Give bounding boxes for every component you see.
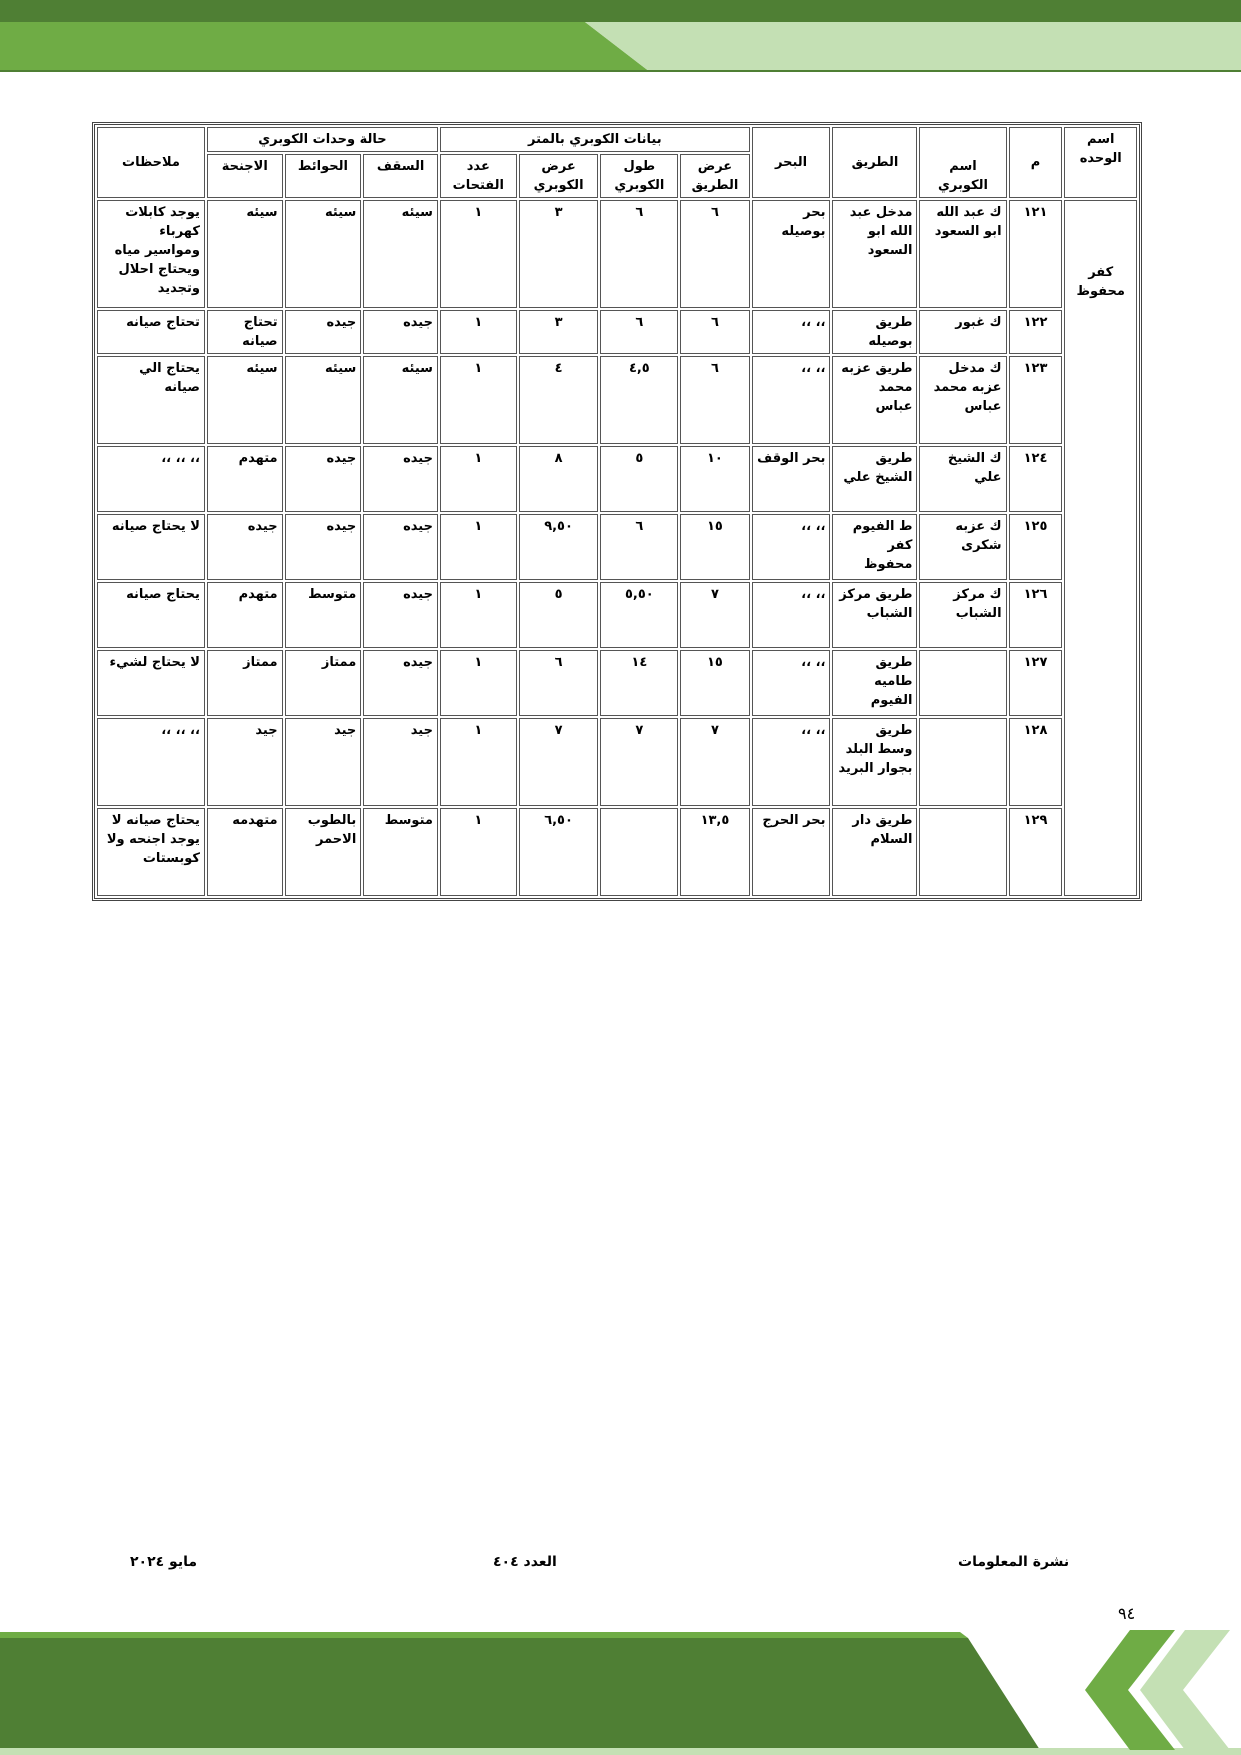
cell-wings: متهدمه (207, 808, 283, 896)
cell-canal: ،، ،، (752, 650, 831, 716)
header-bridge-name: اسم الكوبري (919, 127, 1006, 198)
cell-bridge-name: ك الشيخ علي (919, 446, 1006, 512)
cell-wings: جيده (207, 514, 283, 580)
cell-num: ١٢٥ (1009, 514, 1063, 580)
header-road-width: عرض الطريق (680, 154, 749, 198)
cell-openings: ١ (440, 514, 517, 580)
table-row (97, 514, 1137, 580)
cell-num: ١٢٣ (1009, 356, 1063, 444)
cell-roof: متوسط (363, 808, 438, 896)
header-road: الطريق (832, 127, 917, 198)
cell-roof: جيده (363, 514, 438, 580)
cell-road-width: ٦ (680, 356, 749, 444)
cell-road: طريق وسط البلد بجوار البريد (832, 718, 917, 806)
bridges-table (92, 122, 1142, 901)
cell-road-width: ١٠ (680, 446, 749, 512)
cell-wings: جيد (207, 718, 283, 806)
cell-bridge-length: ٥,٥٠ (600, 582, 678, 648)
cell-bridge-name: ك عزبه شكرى (919, 514, 1006, 580)
header-openings: عدد الفتحات (440, 154, 517, 198)
cell-num: ١٢٩ (1009, 808, 1063, 896)
cell-num: ١٢٢ (1009, 310, 1063, 354)
cell-road: طريق بوصيله (832, 310, 917, 354)
cell-openings: ١ (440, 356, 517, 444)
cell-canal: بحر الوقف (752, 446, 831, 512)
header-canal: البحر (752, 127, 831, 198)
cell-notes: يوجد كابلات كهرباء ومواسير مياه ويحتاج احلال وتجديد (97, 200, 205, 308)
cell-openings: ١ (440, 310, 517, 354)
cell-road-width: ٦ (680, 200, 749, 308)
table-row (97, 718, 1137, 806)
cell-roof: سيئه (363, 200, 438, 308)
cell-bridge-length: ٦ (600, 310, 678, 354)
cell-bridge-width: ٧ (519, 718, 599, 806)
cell-walls: جيده (285, 514, 362, 580)
table-row (97, 650, 1137, 716)
header-bridge-width: عرض الكوبري (519, 154, 599, 198)
header-wings: الاجنحة (207, 154, 283, 198)
table-row (97, 310, 1137, 354)
cell-bridge-length (600, 808, 678, 896)
cell-roof: جيده (363, 446, 438, 512)
cell-walls: بالطوب الاحمر (285, 808, 362, 896)
cell-notes: ،، ،، ،، (97, 718, 205, 806)
cell-walls: جيده (285, 310, 362, 354)
cell-bridge-name (919, 650, 1006, 716)
cell-bridge-name: ك عبد الله ابو السعود (919, 200, 1006, 308)
cell-wings: متهدم (207, 582, 283, 648)
footer-publication: نشرة المعلومات (958, 1554, 1070, 1570)
cell-wings: سيئه (207, 200, 283, 308)
header-bridge-length: طول الكوبري (600, 154, 678, 198)
header-num: م (1009, 127, 1063, 198)
unit-name-cell: كفر محفوظ (1064, 200, 1137, 896)
cell-roof: جيد (363, 718, 438, 806)
table-row (97, 200, 1137, 308)
cell-num: ١٢٦ (1009, 582, 1063, 648)
cell-openings: ١ (440, 200, 517, 308)
cell-road-width: ١٥ (680, 650, 749, 716)
cell-bridge-width: ٦ (519, 650, 599, 716)
table-row (97, 808, 1137, 896)
cell-notes: يحتاج الي صيانه (97, 356, 205, 444)
cell-num: ١٢١ (1009, 200, 1063, 308)
cell-num: ١٢٧ (1009, 650, 1063, 716)
cell-road-width: ٦ (680, 310, 749, 354)
cell-road-width: ١٥ (680, 514, 749, 580)
bridges-table-container (92, 122, 1142, 901)
cell-openings: ١ (440, 808, 517, 896)
footer-banner (0, 1630, 1241, 1755)
cell-road-width: ١٣,٥ (680, 808, 749, 896)
cell-notes: لا يحتاج صيانه (97, 514, 205, 580)
cell-bridge-length: ٤,٥ (600, 356, 678, 444)
cell-bridge-name: ك مدخل عزبه محمد عباس (919, 356, 1006, 444)
cell-wings: ممتاز (207, 650, 283, 716)
cell-road: طريق مركز الشباب (832, 582, 917, 648)
footer-issue: العدد ٤٠٤ (493, 1554, 557, 1570)
cell-num: ١٢٨ (1009, 718, 1063, 806)
cell-road: طريق عزبه محمد عباس (832, 356, 917, 444)
cell-wings: تحتاج صيانه (207, 310, 283, 354)
cell-roof: جيده (363, 310, 438, 354)
cell-road: طريق طاميه الفيوم (832, 650, 917, 716)
cell-roof: جيده (363, 582, 438, 648)
cell-road-width: ٧ (680, 718, 749, 806)
cell-notes: يحتاج صيانه (97, 582, 205, 648)
cell-walls: جيد (285, 718, 362, 806)
cell-canal: ،، ،، (752, 582, 831, 648)
cell-notes: يحتاج صيانه لا يوجد اجنحه ولا كوبستات (97, 808, 205, 896)
cell-openings: ١ (440, 446, 517, 512)
cell-road: مدخل عبد الله ابو السعود (832, 200, 917, 308)
cell-walls: سيئه (285, 356, 362, 444)
cell-bridge-name (919, 808, 1006, 896)
cell-road: ط الفيوم كفر محفوظ (832, 514, 917, 580)
cell-bridge-name: ك مركز الشباب (919, 582, 1006, 648)
cell-walls: سيئه (285, 200, 362, 308)
cell-bridge-width: ٦,٥٠ (519, 808, 599, 896)
cell-bridge-name (919, 718, 1006, 806)
cell-road: طريق الشيخ علي (832, 446, 917, 512)
cell-roof: سيئه (363, 356, 438, 444)
cell-walls: متوسط (285, 582, 362, 648)
table-header-row (97, 127, 1137, 152)
header-bridge-data-group: بيانات الكوبري بالمتر (440, 127, 750, 152)
cell-bridge-width: ٣ (519, 310, 599, 354)
header-condition-group: حالة وحدات الكوبري (207, 127, 438, 152)
table-row (97, 356, 1137, 444)
cell-openings: ١ (440, 582, 517, 648)
cell-bridge-width: ٩,٥٠ (519, 514, 599, 580)
cell-num: ١٢٤ (1009, 446, 1063, 512)
cell-bridge-length: ٦ (600, 514, 678, 580)
cell-road-width: ٧ (680, 582, 749, 648)
cell-canal: ،، ،، (752, 310, 831, 354)
cell-openings: ١ (440, 718, 517, 806)
cell-bridge-width: ٨ (519, 446, 599, 512)
table-row (97, 446, 1137, 512)
cell-bridge-width: ٣ (519, 200, 599, 308)
cell-bridge-length: ٦ (600, 200, 678, 308)
header-walls: الحوائط (285, 154, 362, 198)
cell-canal: ،، ،، (752, 514, 831, 580)
cell-bridge-length: ١٤ (600, 650, 678, 716)
cell-canal: بحر بوصيله (752, 200, 831, 308)
cell-notes: ،، ،، ،، (97, 446, 205, 512)
cell-notes: تحتاج صيانه (97, 310, 205, 354)
header-banner (0, 0, 1241, 72)
cell-canal: ،، ،، (752, 356, 831, 444)
cell-walls: جيده (285, 446, 362, 512)
footer-date: مايو ٢٠٢٤ (130, 1554, 198, 1570)
cell-walls: ممتاز (285, 650, 362, 716)
header-roof: السقف (363, 154, 438, 198)
header-unit-name: اسم الوحده (1064, 127, 1137, 198)
cell-notes: لا يحتاج لشيء (97, 650, 205, 716)
cell-wings: متهدم (207, 446, 283, 512)
cell-bridge-length: ٧ (600, 718, 678, 806)
header-notes: ملاحظات (97, 127, 205, 198)
cell-bridge-width: ٥ (519, 582, 599, 648)
cell-canal: بحر الحرج (752, 808, 831, 896)
cell-bridge-name: ك غبور (919, 310, 1006, 354)
cell-roof: جيده (363, 650, 438, 716)
table-row (97, 582, 1137, 648)
page-number: ٩٤ (1118, 1604, 1136, 1623)
cell-wings: سيئه (207, 356, 283, 444)
cell-bridge-width: ٤ (519, 356, 599, 444)
cell-road: طريق دار السلام (832, 808, 917, 896)
cell-bridge-length: ٥ (600, 446, 678, 512)
cell-openings: ١ (440, 650, 517, 716)
cell-canal: ،، ،، (752, 718, 831, 806)
